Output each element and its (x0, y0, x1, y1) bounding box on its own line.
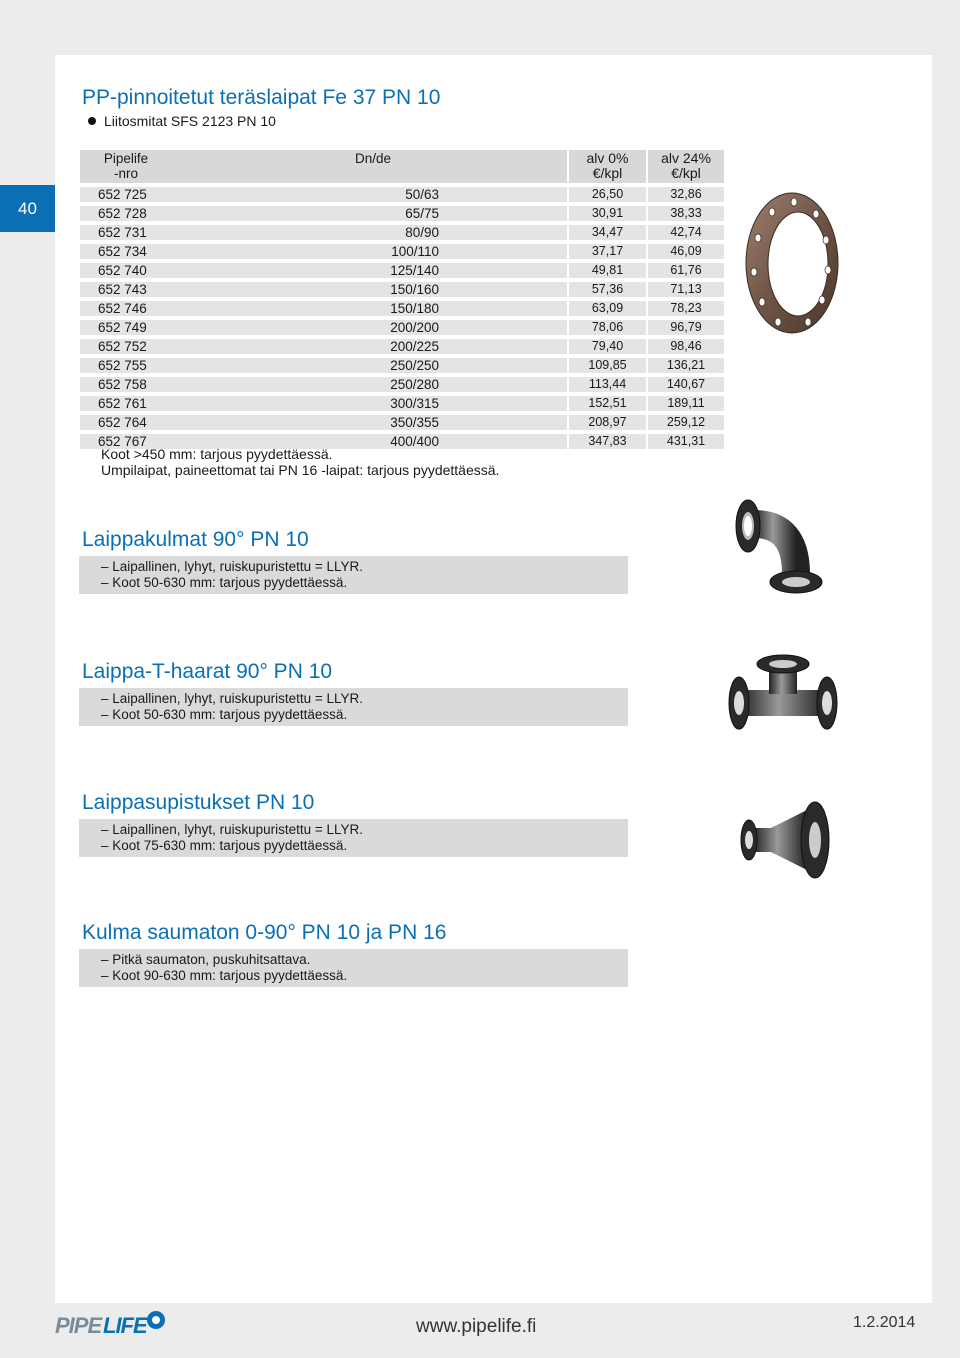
price-table (80, 146, 724, 453)
page-number: 40 (18, 198, 37, 218)
cell-price-vat0: 78,06 (567, 320, 646, 335)
cell-nro: 652 767 (80, 434, 171, 449)
subtitle (88, 113, 276, 129)
table-row (80, 263, 724, 278)
table-row (80, 339, 724, 354)
cell-nro: 652 755 (80, 358, 171, 373)
table-row (80, 187, 724, 202)
cell-price-vat24: 46,09 (646, 244, 724, 259)
flanged-tee-image (727, 650, 839, 742)
cell-dn: 200/200 (171, 320, 567, 335)
cell-nro: 652 749 (80, 320, 171, 335)
cell-price-vat0: 113,44 (567, 377, 646, 392)
section-title-reducers: Laippasupistukset PN 10 (82, 791, 315, 814)
cell-dn: 50/63 (171, 187, 567, 202)
table-row (80, 358, 724, 373)
cell-price-vat24: 259,12 (646, 415, 724, 430)
page-number-tab (0, 185, 55, 232)
table-header-row (80, 150, 724, 183)
cell-price-vat24: 136,21 (646, 358, 724, 373)
cell-nro: 652 758 (80, 377, 171, 392)
cell-price-vat0: 79,40 (567, 339, 646, 354)
cell-dn: 250/280 (171, 377, 567, 392)
seamless-bend-line-1: – Pitkä saumaton, puskuhitsattava. (101, 952, 311, 967)
cell-nro: 652 731 (80, 225, 171, 240)
cell-price-vat24: 189,11 (646, 396, 724, 411)
section-title-seamless-bend: Kulma saumaton 0-90° PN 10 ja PN 16 (82, 921, 447, 944)
cell-price-vat24: 38,33 (646, 206, 724, 221)
cell-nro: 652 725 (80, 187, 171, 202)
cell-dn: 300/315 (171, 396, 567, 411)
header-dn: Dn/de (171, 150, 567, 183)
tees-line-2: – Koot 50-630 mm: tarjous pyydettäessä. (101, 707, 348, 722)
seamless-bend-info-box (79, 949, 628, 987)
reducers-line-2: – Koot 75-630 mm: tarjous pyydettäessä. (101, 838, 348, 853)
cell-price-vat0: 30,91 (567, 206, 646, 221)
elbows-info-box (79, 556, 628, 594)
header-price-vat24: alv 24% €/kpl (646, 150, 724, 183)
cell-price-vat0: 109,85 (567, 358, 646, 373)
cell-price-vat24: 98,46 (646, 339, 724, 354)
table-row (80, 301, 724, 316)
table-row (80, 415, 724, 430)
elbows-line-1: – Laipallinen, lyhyt, ruiskupuristettu = LLYR. (101, 559, 364, 574)
pipelife-logo (55, 1304, 170, 1345)
footer-url[interactable]: www.pipelife.fi (416, 1316, 537, 1337)
cell-dn: 250/250 (171, 358, 567, 373)
cell-price-vat0: 208,97 (567, 415, 646, 430)
seamless-bend-line-2: – Koot 90-630 mm: tarjous pyydettäessä. (101, 968, 348, 983)
table-row (80, 282, 724, 297)
flanged-elbow-image (730, 498, 826, 598)
note-blind-flanges: Umpilaipat, paineettomat tai PN 16 -laipat: tarjous pyydettäessä. (101, 462, 500, 478)
cell-nro: 652 743 (80, 282, 171, 297)
cell-dn: 80/90 (171, 225, 567, 240)
cell-price-vat24: 140,67 (646, 377, 724, 392)
reducers-info-box (79, 819, 628, 857)
cell-price-vat0: 152,51 (567, 396, 646, 411)
cell-nro: 652 728 (80, 206, 171, 221)
cell-price-vat24: 431,31 (646, 434, 724, 449)
cell-nro: 652 740 (80, 263, 171, 278)
pipelife-logo-mark (55, 1304, 170, 1340)
tees-info-box (79, 688, 628, 726)
cell-dn: 350/355 (171, 415, 567, 430)
flange-ring-image (738, 188, 844, 338)
table-row (80, 244, 724, 259)
table-notes (101, 446, 499, 478)
table-row (80, 225, 724, 240)
cell-nro: 652 761 (80, 396, 171, 411)
section-title-elbows: Laippakulmat 90° PN 10 (82, 528, 309, 551)
table-row (80, 206, 724, 221)
svg-text:LIFE: LIFE (103, 1313, 147, 1338)
cell-nro: 652 746 (80, 301, 171, 316)
flanged-reducer-image (735, 800, 835, 880)
cell-nro: 652 752 (80, 339, 171, 354)
cell-nro: 652 734 (80, 244, 171, 259)
reducers-line-1: – Laipallinen, lyhyt, ruiskupuristettu = LLYR. (101, 822, 364, 837)
cell-dn: 100/110 (171, 244, 567, 259)
cell-price-vat24: 42,74 (646, 225, 724, 240)
cell-price-vat24: 32,86 (646, 187, 724, 202)
cell-price-vat24: 96,79 (646, 320, 724, 335)
cell-price-vat0: 63,09 (567, 301, 646, 316)
cell-price-vat0: 49,81 (567, 263, 646, 278)
cell-dn: 150/160 (171, 282, 567, 297)
elbows-line-2: – Koot 50-630 mm: tarjous pyydettäessä. (101, 575, 348, 590)
cell-price-vat0: 34,47 (567, 225, 646, 240)
subtitle-text: Liitosmitat SFS 2123 PN 10 (104, 113, 276, 129)
header-price-vat0: alv 0% €/kpl (567, 150, 646, 183)
cell-dn: 125/140 (171, 263, 567, 278)
section-title-flanges: PP-pinnoitetut teräslaipat Fe 37 PN 10 (82, 86, 441, 109)
footer-date: 1.2.2014 (853, 1314, 916, 1331)
cell-price-vat24: 78,23 (646, 301, 724, 316)
cell-price-vat0: 26,50 (567, 187, 646, 202)
bullet-icon (88, 117, 96, 125)
cell-dn: 400/400 (171, 434, 567, 449)
cell-dn: 65/75 (171, 206, 567, 221)
table-row (80, 377, 724, 392)
tees-line-1: – Laipallinen, lyhyt, ruiskupuristettu = LLYR. (101, 691, 364, 706)
cell-price-vat0: 347,83 (567, 434, 646, 449)
cell-price-vat24: 61,76 (646, 263, 724, 278)
cell-dn: 200/225 (171, 339, 567, 354)
section-title-tees: Laippa-T-haarat 90° PN 10 (82, 660, 333, 683)
header-nro: Pipelife -nro (80, 150, 171, 183)
cell-price-vat0: 37,17 (567, 244, 646, 259)
table-row (80, 396, 724, 411)
table-row (80, 320, 724, 335)
cell-price-vat24: 71,13 (646, 282, 724, 297)
cell-price-vat0: 57,36 (567, 282, 646, 297)
note-large-sizes: Koot >450 mm: tarjous pyydettäessä. (101, 446, 333, 462)
cell-nro: 652 764 (80, 415, 171, 430)
svg-text:PIPE: PIPE (55, 1313, 102, 1338)
cell-dn: 150/180 (171, 301, 567, 316)
